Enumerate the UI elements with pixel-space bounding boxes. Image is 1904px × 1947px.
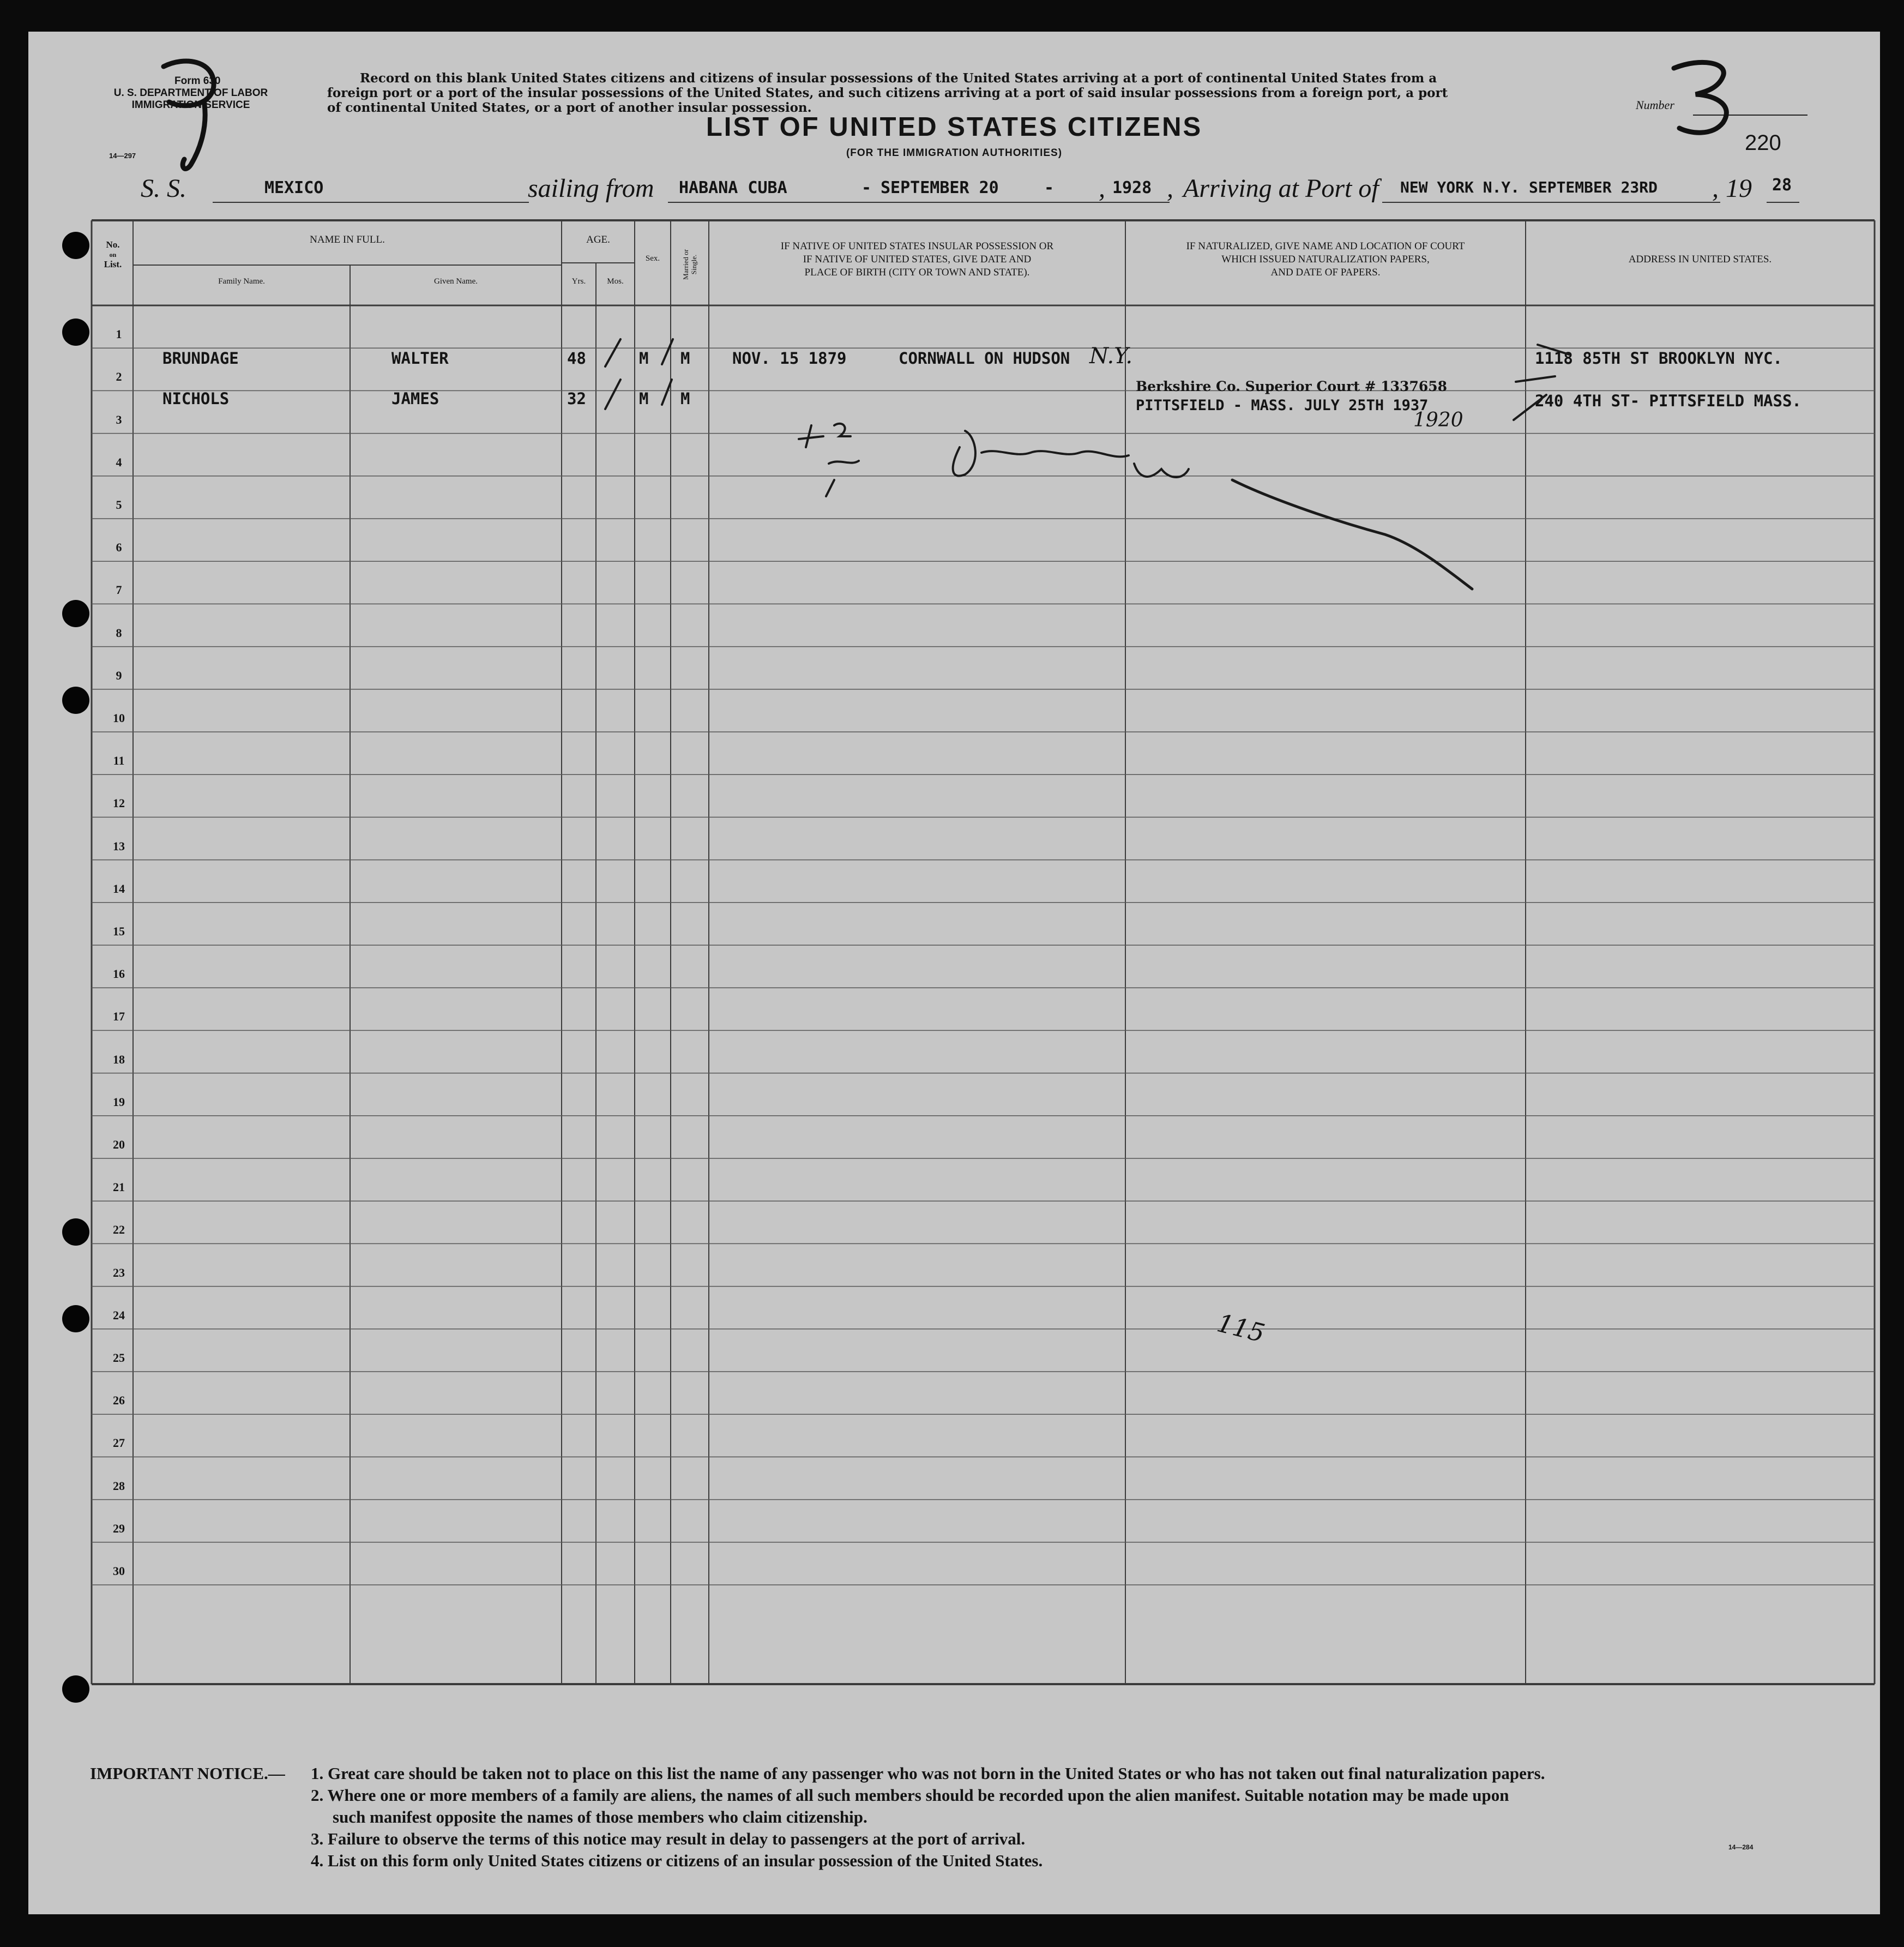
year-from: 1928 (1112, 178, 1152, 197)
signature-loop (953, 431, 975, 476)
row-number: 20 (113, 1138, 125, 1151)
year-prefix: 19 (1726, 174, 1752, 203)
passenger-1-family: BRUNDAGE (162, 349, 239, 368)
row-number: 1 (116, 327, 122, 341)
passenger-2-sex: M (639, 389, 649, 408)
passenger-1-sex: M (639, 349, 649, 368)
passenger-1-birth-hand: N.Y. (1089, 344, 1133, 369)
sailing-label: sailing from (528, 174, 654, 203)
header-sex: Sex. (645, 254, 660, 263)
row-number: 25 (113, 1351, 125, 1365)
passenger-2-court-place: PITTSFIELD - MASS. JULY 25TH 1937 (1136, 397, 1429, 414)
signature-line (981, 451, 1129, 456)
row-number: 16 (113, 967, 125, 981)
passenger-1-yrs: 48 (567, 349, 586, 368)
row-number: 26 (113, 1393, 125, 1408)
row-number: 28 (113, 1479, 125, 1493)
row-number: 4 (116, 455, 122, 469)
comma-1: , (1099, 174, 1105, 203)
row-number: 23 (113, 1265, 125, 1279)
note-tick (826, 480, 834, 496)
row-number: 19 (113, 1095, 125, 1109)
row-number: 18 (113, 1052, 125, 1066)
stamp-115: 115 (1214, 1308, 1268, 1348)
passenger-2-court: Berkshire Co. Superior Court # 1337658 (1136, 378, 1448, 394)
row-number: 8 (116, 626, 122, 640)
header-name-in-full: NAME IN FULL. (310, 234, 385, 245)
header-family-name: Family Name. (218, 277, 265, 286)
row-number: 9 (116, 668, 122, 682)
notice-2b: such manifest opposite the names of those members who claim citizenship. (333, 1807, 867, 1826)
date-from: SEPTEMBER 20 (881, 178, 999, 197)
passenger-2-given: JAMES (391, 389, 439, 408)
service-name: IMMIGRATION SERVICE (131, 99, 250, 111)
mos-check-1 (605, 339, 620, 366)
note-pm (829, 461, 859, 464)
row-number: 12 (113, 796, 125, 810)
form-code-bottom: 14—284 (1728, 1843, 1754, 1851)
record-line-3: of continental United States, or a port of another insular possession. (327, 100, 812, 115)
row-number: 24 (113, 1308, 125, 1322)
row-number: 14 (113, 881, 125, 896)
row-number: 5 (116, 498, 122, 512)
port-from: HABANA CUBA (679, 178, 787, 197)
mos-check-2 (605, 380, 620, 409)
form-code-top: 14—297 (109, 152, 136, 160)
court-strike (1516, 376, 1555, 382)
passenger-1-address: 1118 85TH ST BROOKLYN NYC. (1535, 349, 1782, 368)
passenger-2-family: NICHOLS (162, 389, 230, 408)
department-name: U. S. DEPARTMENT OF LABOR (113, 87, 268, 99)
passenger-1-given: WALTER (391, 349, 449, 368)
header-native-2: IF NATIVE OF UNITED STATES, GIVE DATE AND (803, 254, 1032, 265)
dash-2: - (1044, 178, 1055, 197)
number-stamp: 220 (1745, 131, 1781, 155)
address-strike-2 (1514, 395, 1546, 420)
header-native-1: IF NATIVE OF UNITED STATES INSULAR POSSESSION OR (780, 241, 1054, 252)
record-line-2: foreign port or a port of the insular possessions of the United States, and such citizens arriving at a port of said insular possessions from a foreign port, a port (327, 86, 1448, 100)
passenger-2-marital: M (680, 389, 690, 408)
row-number: 10 (113, 711, 125, 725)
header-naturalized-1: IF NATURALIZED, GIVE NAME AND LOCATION OF COURT (1186, 241, 1465, 252)
row-number: 13 (113, 839, 125, 853)
marital-tick-1 (662, 339, 673, 364)
row-number: 15 (113, 924, 125, 938)
passenger-1-birth-place: CORNWALL ON HUDSON (899, 349, 1070, 368)
header-given-name: Given Name. (434, 277, 478, 286)
passenger-2-court-hand: 1920 (1413, 409, 1463, 431)
header-mos: Mos. (607, 277, 624, 286)
notice-3: 3. Failure to observe the terms of this notice may result in delay to passengers at the port of arrival. (311, 1829, 1026, 1848)
initials (1134, 464, 1189, 477)
header-no-3: List. (104, 259, 122, 269)
notice-4: 4. List on this form only United States citizens or citizens of an insular possession of the United States. (311, 1851, 1043, 1870)
port-to: NEW YORK N.Y. SEPTEMBER 23RD (1400, 178, 1658, 196)
row-number: 6 (116, 540, 122, 555)
comma-3: , (1712, 174, 1719, 203)
notice-heading: IMPORTANT NOTICE.— (90, 1764, 285, 1783)
header-married-2: Single. (690, 254, 698, 275)
page-subtitle: (FOR THE IMMIGRATION AUTHORITIES) (846, 147, 1063, 159)
dash-1: - (861, 178, 872, 197)
note-number-4 (799, 425, 823, 447)
comma-2: , (1167, 174, 1173, 203)
notice-1: 1. Great care should be taken not to place on this list the name of any passenger who was not born in the United States or who has not taken out final naturalization papers. (311, 1764, 1545, 1783)
row-number: 21 (113, 1180, 125, 1194)
row-number: 17 (113, 1009, 125, 1024)
row-number: 2 (116, 370, 122, 384)
passenger-1-birth-date: NOV. 15 1879 (732, 349, 847, 368)
passenger-2-address: 240 4TH ST- PITTSFIELD MASS. (1535, 392, 1801, 410)
header-address: ADDRESS IN UNITED STATES. (1628, 254, 1772, 265)
row-number: 22 (113, 1223, 125, 1237)
record-line-1: Record on this blank United States citizens and citizens of insular possessions of the United States arriving at a port of continental United States from a (360, 71, 1437, 86)
header-no-2: on (109, 251, 117, 259)
header-no-1: No. (106, 239, 120, 250)
notice-2a: 2. Where one or more members of a family are aliens, the names of all such members should be recorded upon the alien manifest. Suitable notation may be made upon (311, 1786, 1509, 1805)
year-to: 28 (1772, 176, 1792, 195)
header-yrs: Yrs. (571, 277, 586, 286)
header-age: AGE. (586, 234, 610, 245)
row-number: 27 (113, 1436, 125, 1450)
ship-name: MEXICO (264, 178, 324, 197)
note-number-2 (834, 424, 851, 436)
arriving-label: Arriving at Port of (1183, 174, 1379, 203)
row-number: 11 (113, 754, 125, 768)
passenger-1-marital: M (680, 349, 690, 368)
header-naturalized-2: WHICH ISSUED NATURALIZATION PAPERS, (1221, 254, 1430, 265)
form-number: Form 630 (174, 75, 221, 87)
marital-tick-2 (662, 380, 672, 405)
passenger-2-yrs: 32 (567, 389, 586, 408)
row-number: 29 (113, 1521, 125, 1535)
row-number: 3 (116, 412, 122, 426)
row-number: 30 (113, 1564, 125, 1578)
header-naturalized-3: AND DATE OF PAPERS. (1270, 267, 1381, 278)
row-number: 7 (116, 583, 122, 597)
ship-label: S. S. (141, 174, 186, 203)
address-strike-1 (1538, 345, 1569, 354)
header-married-1: Married or (682, 249, 690, 280)
page-title: LIST OF UNITED STATES CITIZENS (706, 112, 1203, 142)
long-stroke (1232, 480, 1472, 589)
header-native-3: PLACE OF BIRTH (CITY OR TOWN AND STATE). (804, 267, 1030, 278)
number-label: Number (1636, 98, 1674, 112)
